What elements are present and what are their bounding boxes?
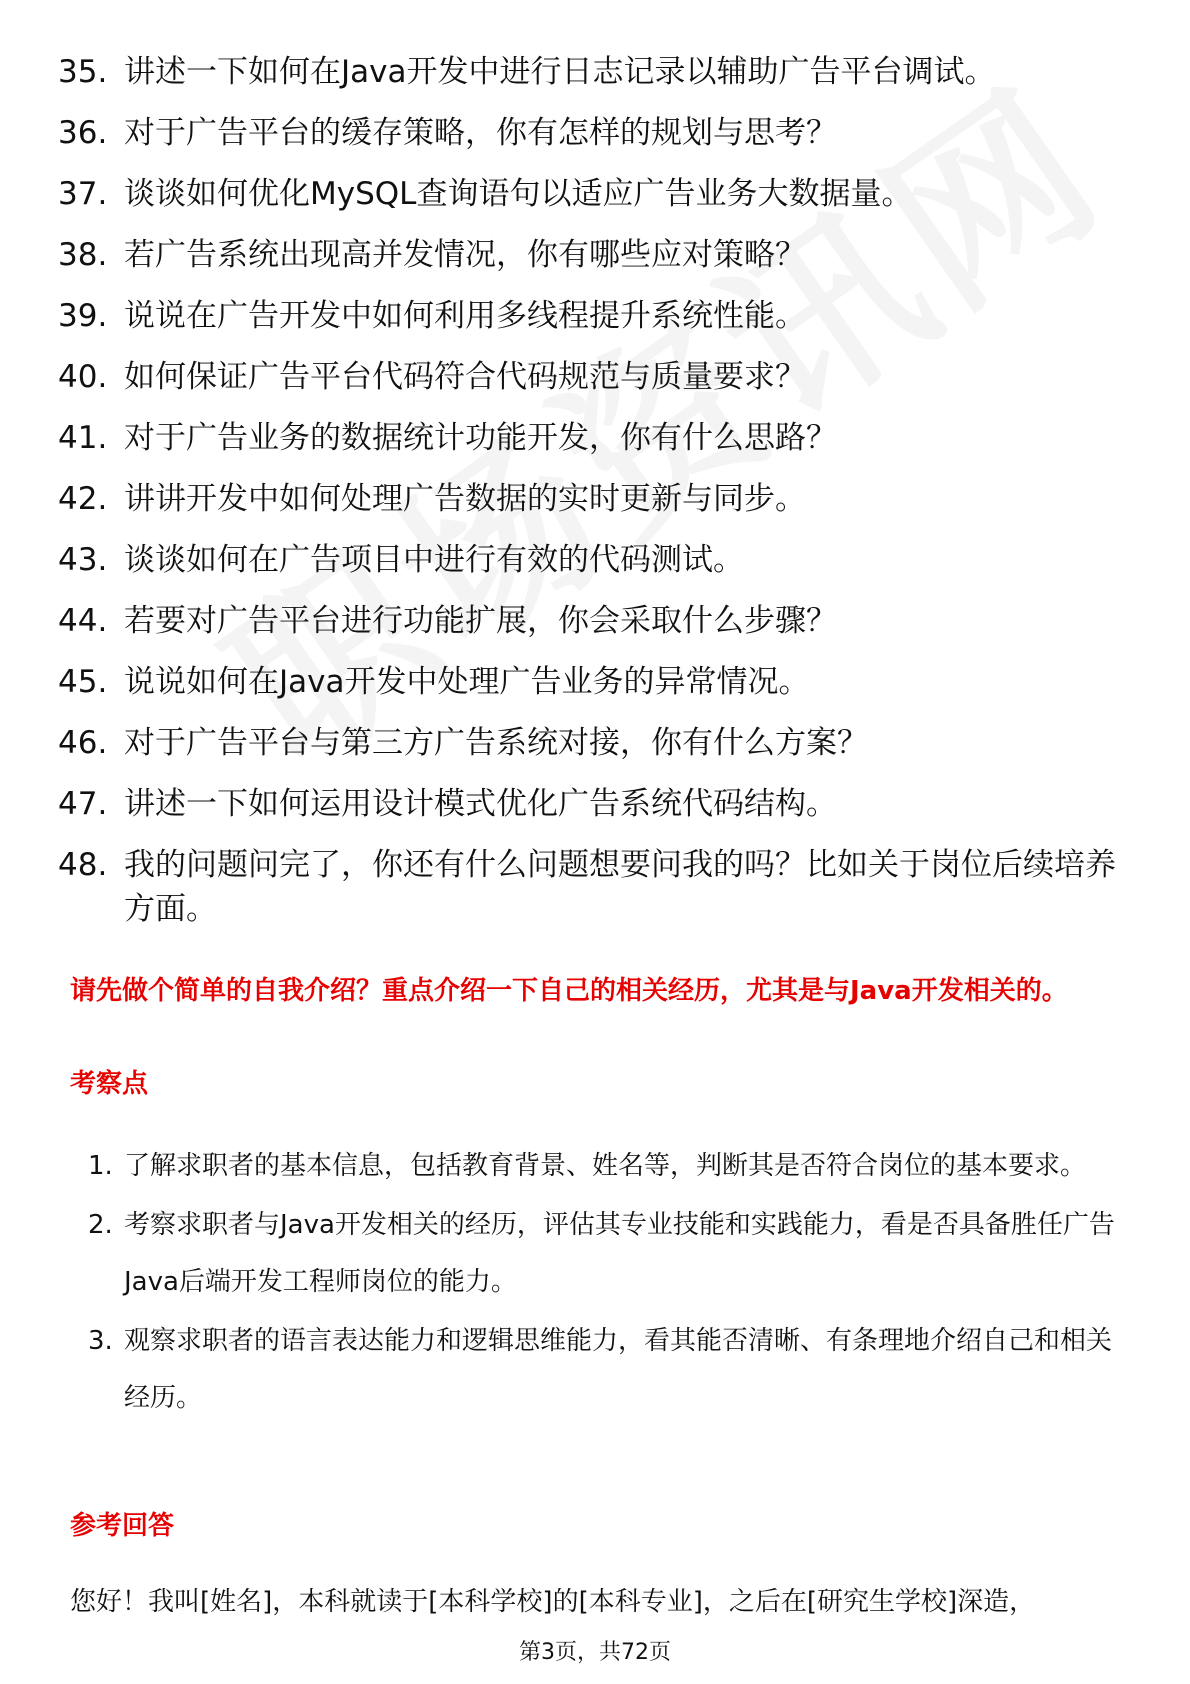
- point-text: 了解求职者的基本信息，包括教育背景、姓名等，判断其是否符合岗位的基本要求。: [124, 1151, 1087, 1181]
- question-number: 41.: [58, 420, 108, 456]
- question-number: 42.: [58, 481, 108, 517]
- list-item: [88, 1313, 1128, 1427]
- question-text: 说说如何在Java开发中处理广告业务的异常情况。: [124, 664, 810, 700]
- question-text: 如何保证广告平台代码符合代码规范与质量要求？: [124, 359, 806, 395]
- question-list: [58, 50, 1138, 931]
- answer-heading: 参考回答: [70, 1511, 175, 1541]
- list-item: [88, 1138, 1128, 1195]
- list-item: [58, 660, 1138, 704]
- question-number: 35.: [58, 54, 108, 90]
- assessment-heading: 考察点: [70, 1069, 149, 1099]
- list-item: [58, 172, 1138, 216]
- question-number: 45.: [58, 664, 108, 700]
- list-item: [58, 721, 1138, 765]
- list-item: [58, 538, 1138, 582]
- list-item: [58, 233, 1138, 277]
- point-number: 3.: [88, 1326, 113, 1356]
- question-number: 48.: [58, 847, 108, 883]
- point-text: 考察求职者与Java开发相关的经历，评估其专业技能和实践能力，看是否具备胜任广告Java后端开发工程师岗位的能力。: [124, 1210, 1115, 1297]
- question-text: 说说在广告开发中如何利用多线程提升系统性能。: [124, 298, 806, 334]
- question-number: 39.: [58, 298, 108, 334]
- point-text: 观察求职者的语言表达能力和逻辑思维能力，看其能否清晰、有条理地介绍自己和相关经历。: [124, 1326, 1113, 1413]
- list-item: [58, 843, 1138, 931]
- point-number: 2.: [88, 1210, 113, 1240]
- question-number: 37.: [58, 176, 108, 212]
- question-text: 讲讲开发中如何处理广告数据的实时更新与同步。: [124, 481, 806, 517]
- question-text: 若广告系统出现高并发情况，你有哪些应对策略？: [124, 237, 806, 273]
- question-number: 43.: [58, 542, 108, 578]
- list-item: [58, 294, 1138, 338]
- question-number: 38.: [58, 237, 108, 273]
- question-text: 对于广告平台的缓存策略，你有怎样的规划与思考？: [124, 115, 837, 151]
- assessment-points: [88, 1138, 1128, 1429]
- question-text: 对于广告业务的数据统计功能开发，你有什么思路？: [124, 420, 837, 456]
- point-number: 1.: [88, 1151, 113, 1181]
- list-item: [88, 1197, 1128, 1311]
- question-text: 讲述一下如何运用设计模式优化广告系统代码结构。: [124, 786, 837, 822]
- question-text: 对于广告平台与第三方广告系统对接，你有什么方案？: [124, 725, 868, 761]
- list-item: [58, 477, 1138, 521]
- question-number: 44.: [58, 603, 108, 639]
- list-item: [58, 782, 1138, 826]
- page-footer: 第3页，共72页: [519, 1640, 671, 1665]
- question-number: 40.: [58, 359, 108, 395]
- question-text: 谈谈如何在广告项目中进行有效的代码测试。: [124, 542, 744, 578]
- list-item: [58, 111, 1138, 155]
- question-text: 若要对广告平台进行功能扩展，你会采取什么步骤？: [124, 603, 837, 639]
- answer-text: 您好！我叫[姓名]，本科就读于[本科学校]的[本科专业]，之后在[研究生学校]深造，: [70, 1587, 1036, 1617]
- list-item: [58, 599, 1138, 643]
- question-number: 47.: [58, 786, 108, 822]
- list-item: [58, 416, 1138, 460]
- question-text: 我的问题问完了，你还有什么问题想要问我的吗？比如关于岗位后续培养方面。: [124, 847, 1116, 927]
- list-item: [58, 355, 1138, 399]
- question-text: 讲述一下如何在Java开发中进行日志记录以辅助广告平台调试。: [124, 54, 996, 90]
- question-number: 36.: [58, 115, 108, 151]
- section-question: 请先做个简单的自我介绍？重点介绍一下自己的相关经历，尤其是与Java开发相关的。: [70, 976, 1068, 1006]
- list-item: [58, 50, 1138, 94]
- question-text: 谈谈如何优化MySQL查询语句以适应广告业务大数据量。: [124, 176, 913, 212]
- question-number: 46.: [58, 725, 108, 761]
